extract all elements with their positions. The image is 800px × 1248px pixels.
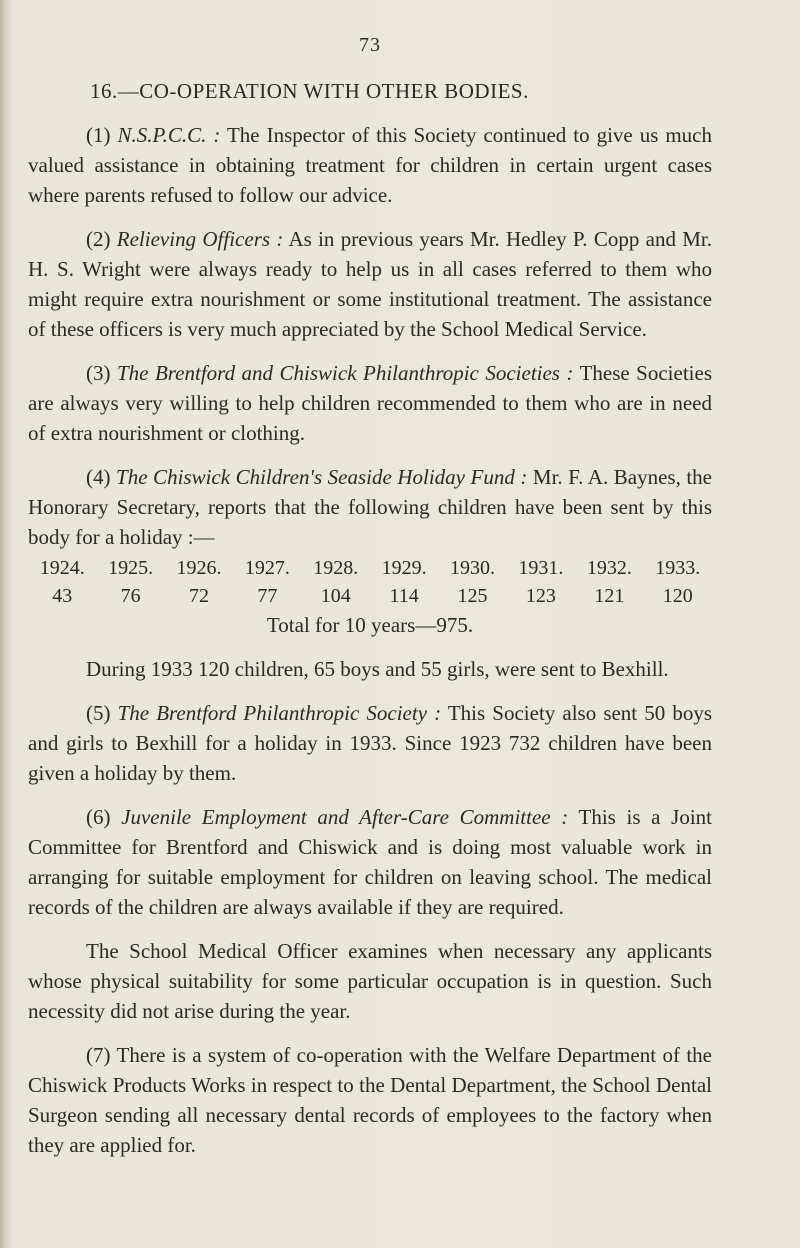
count-cell: 72 bbox=[188, 585, 209, 607]
counts-row bbox=[28, 582, 712, 610]
year-cell: 1926. bbox=[176, 557, 222, 579]
item-text: Mr. F. A. Baynes, the Honorary Secretary, reports that the following children have been sent by this body for a holiday :— bbox=[28, 465, 712, 549]
count-cell: 76 bbox=[120, 585, 141, 607]
section-heading: 16.—CO-OPERATION WITH OTHER BODIES. bbox=[90, 79, 529, 103]
count-cell: 104 bbox=[320, 585, 351, 607]
page-number: 73 bbox=[359, 34, 381, 56]
year-cell: 1924. bbox=[39, 557, 85, 579]
item-number: (3) bbox=[86, 361, 111, 385]
item-title: The Brentford and Chiswick Philanthropic Societies : bbox=[116, 361, 574, 385]
item-title: The Brentford Philanthropic Society : bbox=[117, 701, 442, 725]
item-text: The Inspector of this Society continued to give us much valued assistance in obtaining treatment for children in certain urgent cases where parents refused to follow our advice. bbox=[28, 123, 713, 207]
year-cell: 1931. bbox=[518, 557, 564, 579]
paragraph-philanthropic-society bbox=[28, 698, 712, 788]
count-cell: 121 bbox=[594, 585, 625, 607]
year-cell: 1930. bbox=[450, 557, 496, 579]
item-number: (4) bbox=[86, 465, 111, 489]
count-cell: 114 bbox=[389, 585, 419, 607]
item-text: This is a Joint Committee for Brentford and Chiswick and is doing most valuable work in arranging for suitable employment for children on leaving school. The medical records of the children are always available if they are required. bbox=[28, 805, 712, 919]
paragraph-juvenile-employment bbox=[28, 802, 712, 922]
year-cell: 1928. bbox=[313, 557, 359, 579]
year-cell: 1925. bbox=[108, 557, 154, 579]
item-text: There is a system of co-operation with the Welfare Department of the Chiswick Products Works in respect to the Dental Department, the School Dental Surgeon sending all necessary dental records of employees to the factory when they are applied for. bbox=[28, 1043, 712, 1157]
item-text: This Society also sent 50 boys and girls to Bexhill for a holiday in 1933. Since 1923 732 children have been given a holiday by them. bbox=[28, 701, 713, 785]
item-text: These Societies are always very willing to help children recommended to them who are in need of extra nourishment or clothing. bbox=[28, 361, 712, 445]
item-number: (2) bbox=[86, 227, 111, 251]
paragraph-seaside-fund bbox=[28, 462, 712, 552]
item-title: The Chiswick Children's Seaside Holiday Fund : bbox=[116, 465, 528, 489]
item-title: Juvenile Employment and After-Care Committee : bbox=[121, 805, 569, 829]
paragraph-philanthropic-societies bbox=[28, 358, 712, 448]
count-cell: 125 bbox=[457, 585, 488, 607]
count-cell: 120 bbox=[662, 585, 693, 607]
item-number: (5) bbox=[86, 701, 111, 725]
item-title: N.S.P.C.C. : bbox=[117, 123, 221, 147]
total-line: Total for 10 years—975. bbox=[266, 613, 474, 637]
year-cell: 1929. bbox=[381, 557, 427, 579]
year-cell: 1933. bbox=[655, 557, 701, 579]
page-content bbox=[28, 30, 712, 1174]
paragraph-welfare-department bbox=[28, 1040, 712, 1160]
years-row bbox=[28, 554, 712, 582]
item-number: (6) bbox=[86, 805, 111, 829]
count-cell: 77 bbox=[257, 585, 278, 607]
count-cell: 123 bbox=[525, 585, 556, 607]
count-cell: 43 bbox=[52, 585, 73, 607]
item-text: As in previous years Mr. Hedley P. Copp and Mr. H. S. Wright were always ready to help us in all cases referred to them who might require extra nourishment or some institutional treatment. The assistance of these officers is very much appreciated by the School Medical Service. bbox=[28, 227, 712, 341]
item-number: (1) bbox=[86, 123, 111, 147]
holiday-table bbox=[28, 554, 712, 610]
item-number: (7) bbox=[86, 1043, 111, 1067]
paragraph-relieving-officers bbox=[28, 224, 712, 344]
year-cell: 1927. bbox=[244, 557, 290, 579]
item-title: Relieving Officers : bbox=[116, 227, 284, 251]
paragraph-bexhill-1933: During 1933 120 children, 65 boys and 55 girls, were sent to Bexhill. bbox=[86, 657, 669, 681]
year-cell: 1932. bbox=[586, 557, 632, 579]
paragraph-nspcc bbox=[28, 120, 712, 210]
paragraph-medical-officer: The School Medical Officer examines when necessary any applicants whose physical suitability for some particular occupation is in question. Such necessity did not arise during the year. bbox=[28, 939, 712, 1023]
